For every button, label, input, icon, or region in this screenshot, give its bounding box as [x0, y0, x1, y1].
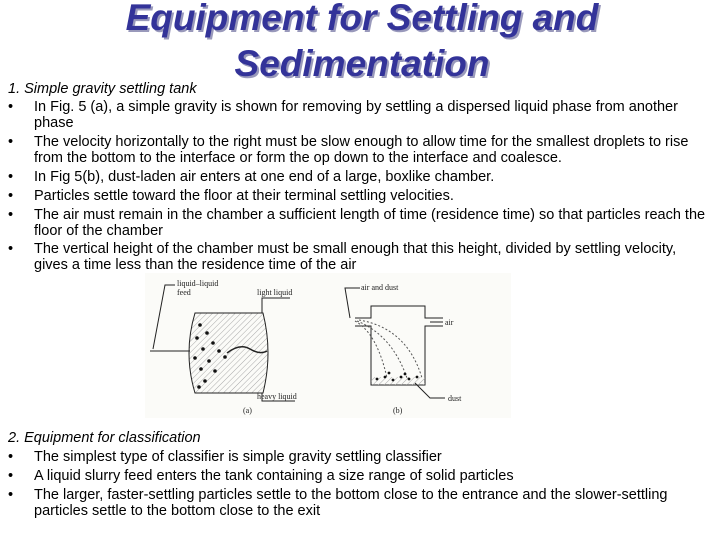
bullet: • The simplest type of classifier is simple gravity settling classifier [8, 449, 442, 465]
bullet: • Particles settle toward the floor at their terminal settling velocities. [8, 188, 454, 204]
svg-text:feed: feed [177, 288, 191, 297]
bullet: • The air must remain in the chamber a sufficient length of time (residence time) so that particles reach the floor of the chamber [8, 207, 706, 239]
bullet: • In Fig 5(b), dust-laden air enters at one end of a large, boxlike chamber. [8, 169, 495, 185]
section2-heading: 2. Equipment for classification [8, 430, 201, 446]
bullet: • The vertical height of the chamber must be small enough that this height, divided by settling velocity, gives a time less than the residence time of the air [8, 241, 677, 273]
svg-text:air: air [445, 318, 454, 327]
section1-heading: 1. Simple gravity settling tank [8, 81, 197, 97]
settling-figure [145, 273, 511, 418]
svg-text:(b): (b) [393, 406, 403, 415]
bullet: • In Fig. 5 (a), a simple gravity is shown for removing by settling a dispersed liquid phase from another phase [8, 99, 678, 131]
slide-title-line2: Sedimentation [234, 43, 490, 84]
svg-text:dust: dust [448, 394, 462, 403]
svg-text:(a): (a) [243, 406, 252, 415]
bullet: • A liquid slurry feed enters the tank containing a size range of solid particles [8, 468, 514, 484]
svg-text:heavy liquid: heavy liquid [257, 392, 297, 401]
figure-b-chamber [345, 283, 462, 415]
bullet: • The velocity horizontally to the right must be slow enough to allow time for the smallest droplets to rise from the bottom to the interface or form the op down to the interface and coalesce. [8, 134, 689, 166]
svg-text:air and dust: air and dust [361, 283, 399, 292]
svg-text:light liquid: light liquid [257, 288, 293, 297]
bullet: • The larger, faster-settling particles settle to the bottom close to the entrance and the slower-settling particles settle to the bottom close to the exit [8, 487, 668, 519]
svg-text:liquid–liquid: liquid–liquid [177, 279, 219, 288]
slide-title-line1: Equipment for Settling and [125, 0, 599, 38]
figure-a-tank [150, 279, 297, 415]
